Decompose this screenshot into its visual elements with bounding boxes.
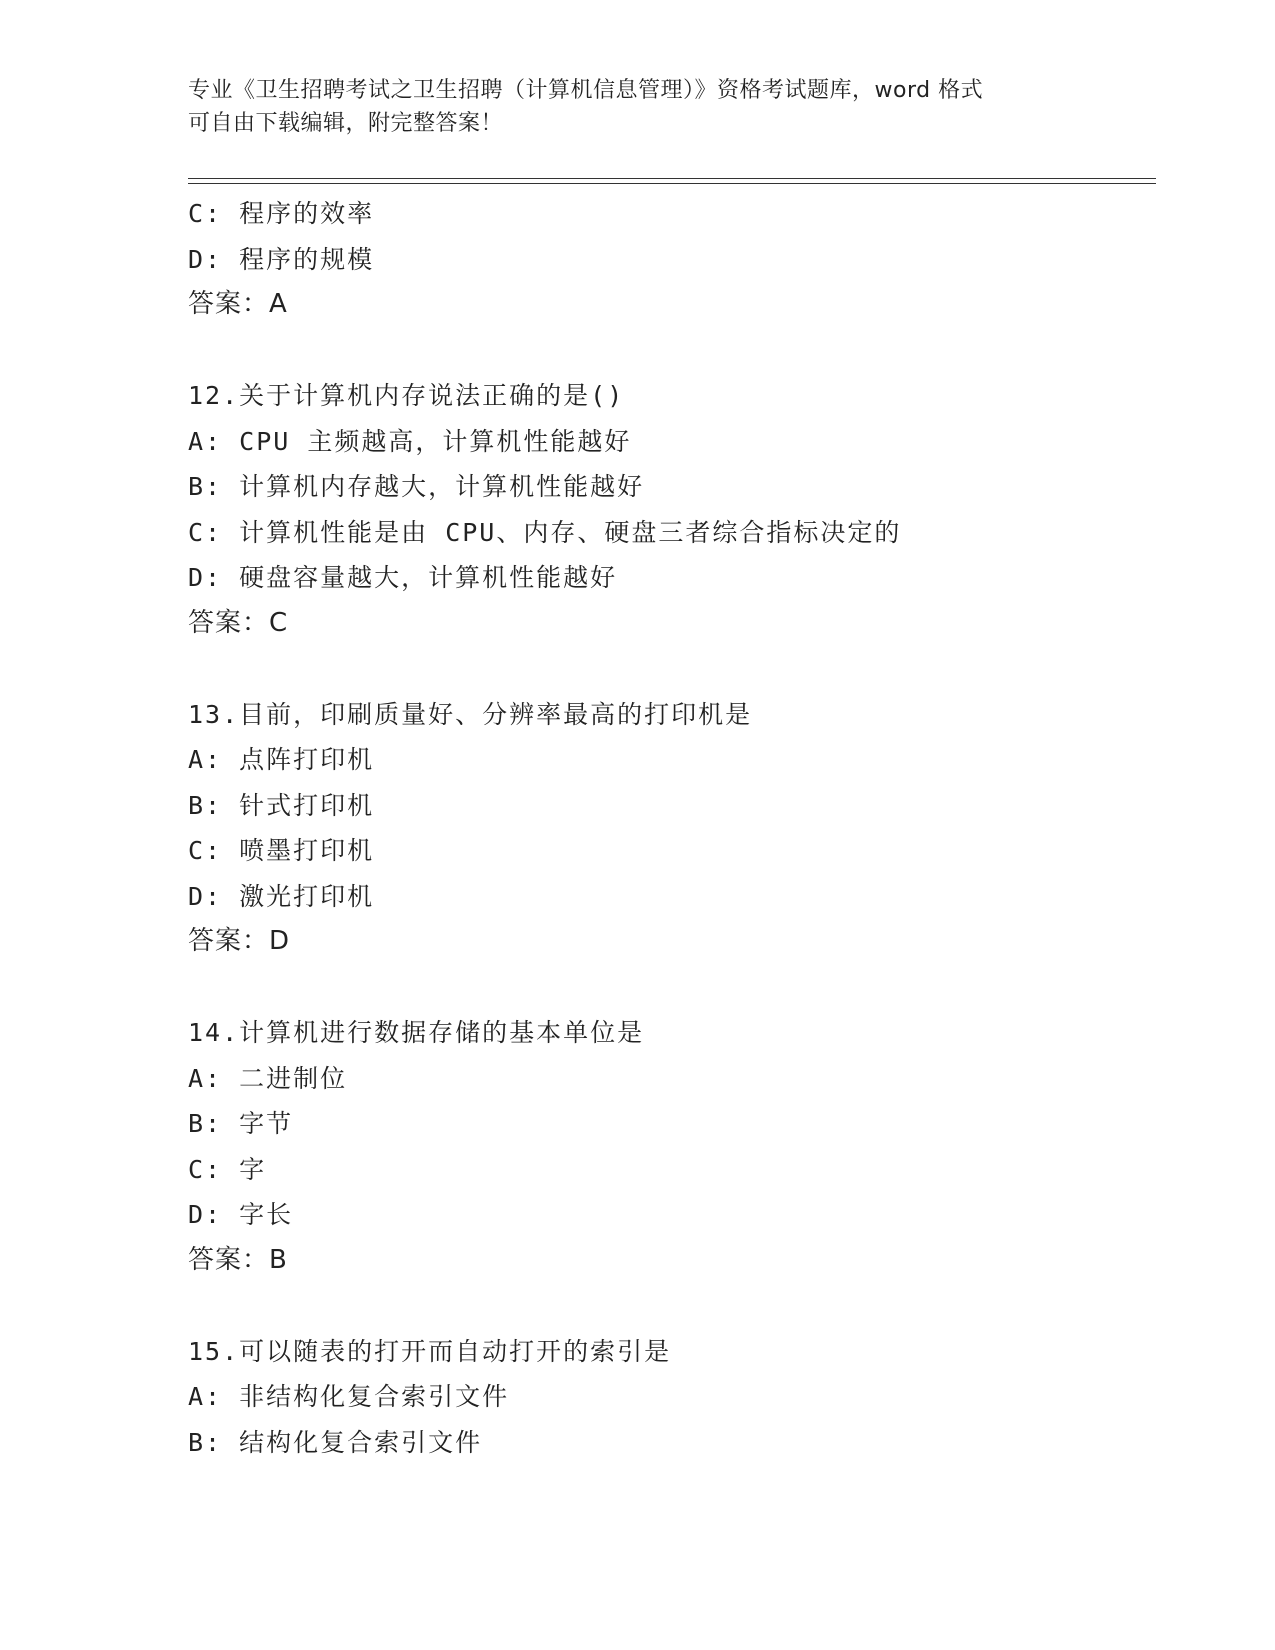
spacer (188, 1283, 1148, 1329)
option-c: C: 字 (188, 1154, 267, 1184)
option-d: D: 激光打印机 (188, 881, 375, 911)
question-block-13 (188, 692, 1148, 965)
option-d: D: 字长 (188, 1200, 294, 1229)
spacer (188, 965, 1148, 1011)
question-text: 13.目前，印刷质量好、分辨率最高的打印机是 (188, 699, 753, 729)
question-text: 15.可以随表的打开而自动打开的索引是 (188, 1336, 672, 1366)
question-block-15 (188, 1329, 1148, 1466)
option-c: C: 喷墨打印机 (188, 836, 375, 865)
option-a: A: 非结构化复合索引文件 (188, 1382, 510, 1411)
answer: 答案：C (188, 607, 289, 638)
option-a: A: CPU 主频越高，计算机性能越好 (188, 426, 632, 456)
question-block-12 (188, 373, 1148, 646)
answer: 答案：B (188, 1244, 288, 1275)
option-a: A: 点阵打印机 (188, 745, 375, 774)
spacer (188, 646, 1148, 692)
question-block-14 (188, 1010, 1148, 1283)
option-b: B: 字节 (188, 1109, 294, 1138)
option-c: C: 程序的效率 (188, 199, 375, 228)
question-text: 12.关于计算机内存说法正确的是() (188, 381, 625, 410)
header-line-1: 专业《卫生招聘考试之卫生招聘（计算机信息管理）》资格考试题库，word 格式 (188, 78, 984, 103)
answer: 答案：D (188, 926, 291, 956)
question-text: 14.计算机进行数据存储的基本单位是 (188, 1018, 645, 1047)
option-b: B: 计算机内存越大，计算机性能越好 (188, 472, 645, 501)
page-header (188, 74, 1088, 140)
option-c: C: 计算机性能是由 CPU、内存、硬盘三者综合指标决定的 (188, 517, 902, 547)
option-b: B: 结构化复合索引文件 (188, 1427, 483, 1457)
option-a: A: 二进制位 (188, 1063, 348, 1093)
question-list (188, 191, 1148, 1465)
partial-question-block (188, 191, 1148, 328)
option-b: B: 针式打印机 (188, 790, 375, 820)
option-d: D: 程序的规模 (188, 244, 375, 274)
header-divider-top (188, 178, 1156, 179)
spacer (188, 328, 1148, 374)
option-d: D: 硬盘容量越大，计算机性能越好 (188, 563, 618, 592)
answer: 答案：A (188, 289, 288, 319)
header-line-2: 可自由下载编辑，附完整答案！ (188, 111, 504, 136)
header-divider-bottom (188, 183, 1156, 184)
